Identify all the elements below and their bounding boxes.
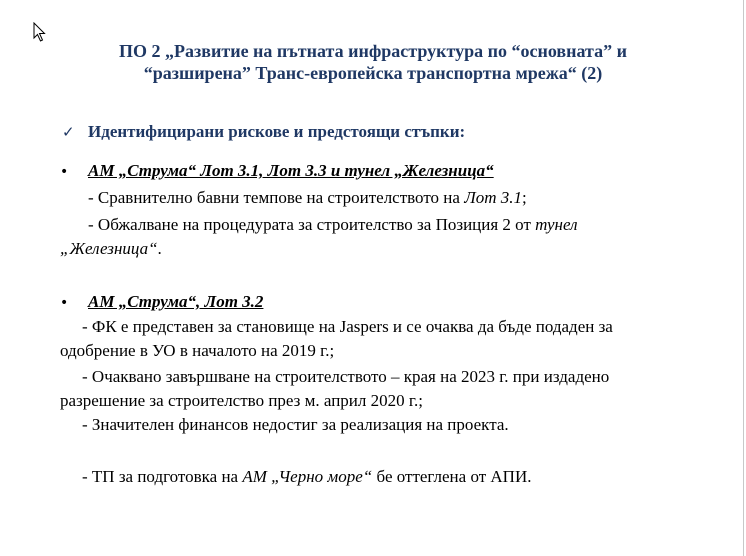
- section-2-item-1-line-1: - ФК е представен за становище на Jaspers и се очаква да бъде подаден за: [82, 317, 613, 336]
- section-2-item-4: [82, 466, 531, 488]
- section-1-heading: [60, 160, 494, 183]
- section-2-item-3: - Значителен финансов недостиг за реализация на проекта.: [82, 415, 509, 434]
- section-1-item-2-continuation: [60, 238, 162, 260]
- section-2-item-4-italic: АМ „Черно море“: [242, 467, 373, 486]
- risks-heading: [62, 121, 465, 143]
- section-1-item-2-italic: тунел: [535, 215, 578, 234]
- checkmark-icon: ✓: [62, 123, 75, 141]
- section-1-item-2-cont-italic: „Железница“: [60, 239, 158, 258]
- section-2-item-4-text: - ТП за подготовка на: [82, 467, 243, 486]
- slide-title-line-1: ПО 2 „Развитие на пътната инфраструктура по “основната” и: [119, 41, 627, 61]
- section-1-item-1-end: ;: [521, 188, 527, 207]
- slide-title-line-2: “разширена” Транс-европейска транспортна мрежа“ (2): [143, 63, 603, 83]
- section-1-item-2-end: .: [157, 239, 162, 258]
- section-1-item-2: [88, 214, 578, 236]
- risks-heading-text: Идентифицирани рискове и предстоящи стъпки:: [88, 122, 466, 141]
- mouse-cursor-icon: [33, 22, 47, 42]
- section-2-item-2-line-1: - Очаквано завършване на строителството – края на 2023 г. при издадено: [82, 367, 610, 386]
- slide-title: [40, 40, 706, 84]
- section-1-item-1-text: - Сравнително бавни темпове на строителството на: [88, 188, 465, 207]
- section-2-item-1-line-2: одобрение в УО в началото на 2019 г.;: [60, 341, 335, 360]
- section-1-item-2-text: - Обжалване на процедурата за строителство за Позиция 2 от: [88, 215, 536, 234]
- section-2-item-4-end: бе оттеглена от АПИ.: [372, 467, 532, 486]
- section-2-title: АМ „Струма“, Лот 3.2: [88, 292, 264, 311]
- bullet-icon: •: [60, 295, 69, 311]
- section-1-item-1-italic: Лот 3.1: [464, 188, 522, 207]
- section-2-heading: [60, 291, 263, 314]
- bullet-icon: •: [60, 164, 69, 180]
- section-1-title: АМ „Струма“ Лот 3.1, Лот 3.3 и тунел „Железница“: [88, 161, 494, 180]
- section-2-item-2-line-2: разрешение за строителство през м. април 2020 г.;: [60, 391, 423, 410]
- section-1-item-1: [88, 187, 527, 209]
